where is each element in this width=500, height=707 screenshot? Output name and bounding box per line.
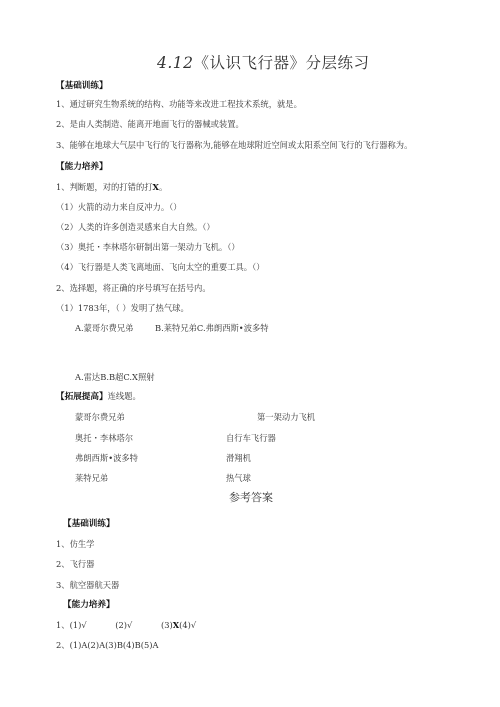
judge-item-1: （1）火箭的动力来自反冲力。（） (56, 202, 182, 212)
choice-heading: 2、选择题，将正确的序号填写在括号内。 (56, 283, 211, 293)
judge-heading-prefix: 1、判断题，对的打错的打 (56, 182, 153, 192)
match-right-2: 自行车飞行器 (226, 433, 276, 443)
match-left-1: 蒙哥尔费兄弟 (75, 412, 125, 422)
answer-1-c (161, 620, 196, 630)
basic-item-1: 1、通过研究生物系统的结构、功能等来改进工程技术系统，就是。 (56, 99, 302, 109)
match-right-3: 滑翔机 (226, 453, 251, 463)
judge-item-2: （2）人类的许多创造灵感来自大自然。（） (56, 222, 215, 232)
extend-note: 连线题。 (107, 391, 141, 401)
basic-item-3: 3、能够在地球大气层中飞行的飞行器称为,能够在地球附近空间或太阳系空间飞行的飞行器称为。 (56, 140, 413, 150)
judge-item-3: （3）奥托・李林塔尔研制出第一架动力飞机。（） (56, 242, 240, 252)
match-right-1: 第一架动力飞机 (257, 412, 316, 422)
extend-heading-label: 【拓展提高】 (56, 392, 108, 402)
answer-1-a: 1、(1)√ (56, 620, 87, 630)
answers-ability-heading: 【能力培养】 (63, 600, 115, 610)
answer-basic-2: 2、飞行器 (56, 559, 95, 569)
title-text: 《认识飞行器》分层练习 (193, 54, 370, 72)
answer-cross-mark: X (172, 620, 180, 630)
answer-basic-1: 1、仿生学 (56, 539, 95, 549)
answer-line-1 (56, 619, 196, 631)
choice-question-1: （1）1783年，（ ）发明了热气球。 (56, 303, 189, 313)
section-basic-heading: 【基础训练】 (56, 81, 108, 91)
judge-heading-suffix: 。 (158, 182, 168, 192)
match-left-2: 奥托・李林塔尔 (75, 433, 134, 443)
answer-line-2: 2、(1)A(2)A(3)B(4)B(5)A (56, 640, 159, 650)
match-left-3: 弗朗西斯•波多特 (75, 453, 138, 463)
answer-basic-3: 3、航空器航天器 (56, 580, 120, 590)
answers-basic-heading: 【基础训练】 (63, 519, 115, 529)
answers-title: 参考答案 (229, 491, 273, 504)
choice-option-b: B.莱特兄弟C.弗朗西斯•波多特 (155, 323, 269, 333)
judge-item-4: （4）飞行器是人类飞离地面、飞向太空的重要工具。（） (56, 262, 265, 272)
section-ability-heading: 【能力培养】 (56, 162, 108, 172)
match-right-4: 热气球 (226, 473, 251, 483)
basic-item-2: 2、是由人类制造、能离开地面飞行的器械或装置。 (56, 119, 244, 129)
page-title (157, 51, 370, 73)
choice-options-2: A.雷达B.B超C.X照射 (75, 372, 155, 382)
title-number: 4.12 (157, 54, 194, 72)
answer-1-c-suffix: (4)√ (179, 620, 197, 630)
judge-heading (56, 181, 167, 193)
match-left-4: 莱特兄弟 (75, 473, 109, 483)
answer-1-c-prefix: (3) (160, 620, 173, 630)
section-extend-heading (56, 390, 141, 402)
cross-mark: X (152, 182, 159, 192)
answer-1-b: (2)√ (115, 620, 133, 630)
choice-option-a: A.蒙哥尔费兄弟 (75, 323, 134, 333)
